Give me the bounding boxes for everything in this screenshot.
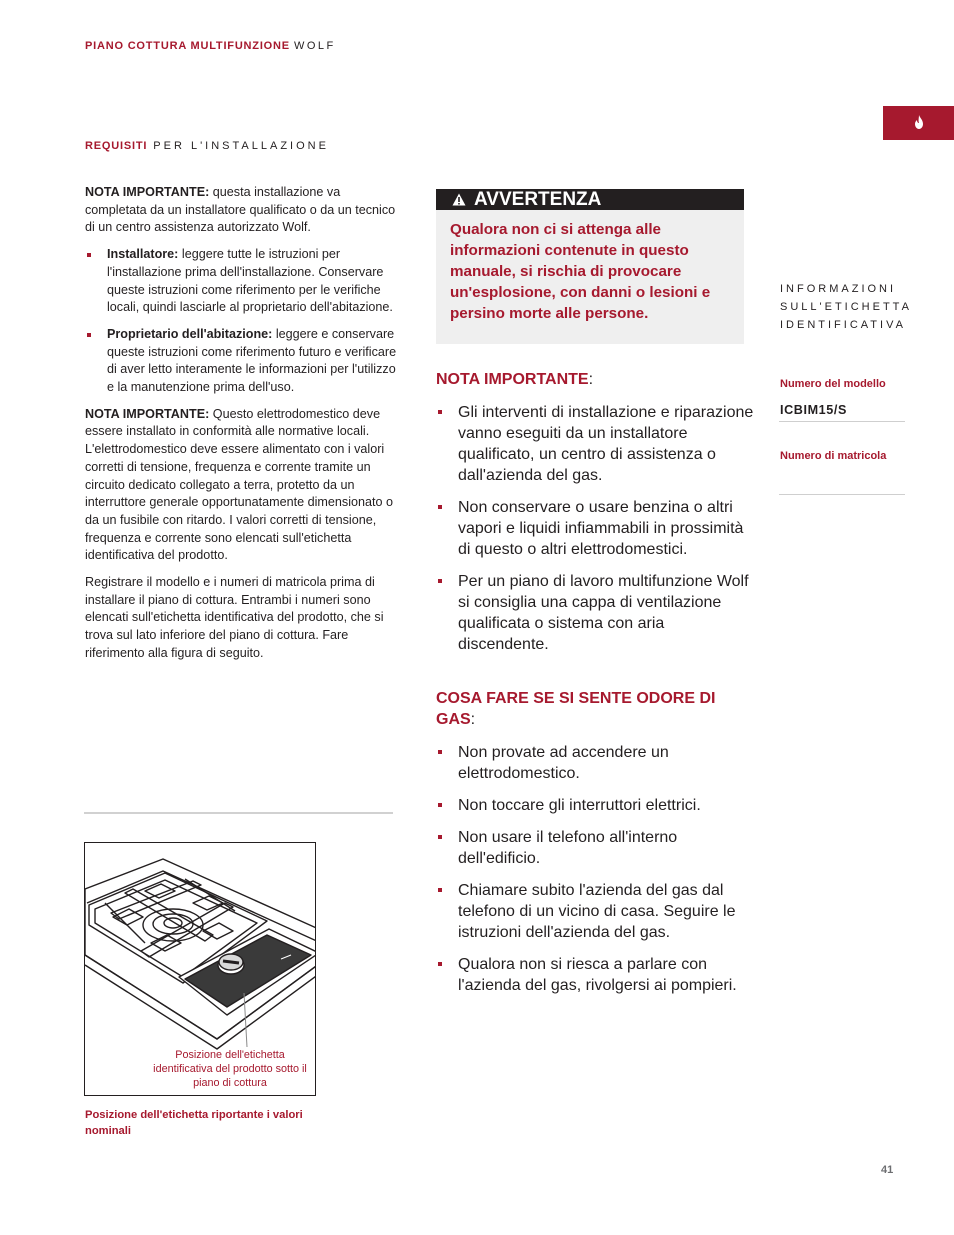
section-heading [85, 140, 329, 152]
gas-heading [436, 688, 756, 730]
list-item [436, 497, 756, 560]
gas-heading-text: COSA FARE SE SI SENTE ODORE DI GAS [436, 690, 716, 728]
important-note-2 [85, 406, 405, 565]
list-item [436, 742, 756, 784]
register-paragraph: Registrare il modello e i numeri di matricola prima di installare il piano di cottura. Entrambi i numeri sono elencati sull'etichetta identificativa del prodotto, che si trova sul lato inferiore del piano di cottura. Fare riferimento alla figura di seguito. [85, 575, 384, 660]
note-heading [436, 369, 756, 390]
bullet-icon [438, 962, 442, 966]
list-item [436, 827, 756, 869]
model-number-rule [779, 421, 905, 422]
role-list [85, 246, 405, 397]
serial-number-label: Numero di matricola [780, 450, 887, 462]
product-name: PIANO COTTURA MULTIFUNZIONE [85, 40, 290, 52]
bullet-icon [438, 750, 442, 754]
spacer [436, 666, 756, 688]
list-item-text: Non toccare gli interruttori elettrici. [458, 797, 701, 814]
brand-name: WOLF [293, 40, 336, 52]
list-item [436, 402, 756, 486]
bullet-text: leggere e conservare queste istruzioni come riferimento futuro e verificare di aver letto interamente le informazioni per l'utilizzo e la manutenzione prima dell'uso. [107, 326, 397, 395]
note-heading-text: NOTA IMPORTANTE [436, 371, 589, 388]
bullet-text: leggere tutte le istruzioni per l'installazione prima dell'installazione. Conservare queste istruzioni come riferimento per le verifiche locali, quindi lasciarle al proprietario dell'abitazione. [107, 247, 393, 315]
note-label: NOTA IMPORTANTE: [85, 406, 210, 421]
list-item [85, 326, 405, 397]
bullet-icon [438, 835, 442, 839]
running-header [85, 40, 336, 52]
divider [84, 812, 393, 814]
bullet-label: Proprietario dell'abitazione: [107, 326, 273, 341]
section-heading-rest: PER L'INSTALLAZIONE [153, 140, 329, 152]
bullet-icon [438, 803, 442, 807]
list-item-text: Non usare il telefono all'interno dell'edificio. [458, 829, 678, 867]
warning-text: Qualora non ci si attenga alle informazioni contenute in questo manuale, si rischia di provocare un'esplosione, con danni o lesioni e persino morte alle persone. [436, 210, 744, 344]
bullet-icon [438, 888, 442, 892]
gas-heading-colon: : [470, 711, 476, 728]
list-item [436, 571, 756, 655]
serial-number-rule [779, 494, 905, 495]
page-number: 41 [881, 1164, 894, 1176]
bullet-label: Installatore: [107, 247, 179, 262]
note-label: NOTA IMPORTANTE: [85, 185, 210, 199]
note-heading-colon: : [588, 371, 594, 388]
figure-callout: Posizione dell'etichetta identificativa del prodotto sotto il piano di cottura [153, 1049, 307, 1089]
model-number-value: ICBIM15/S [780, 403, 847, 417]
list-item [436, 795, 756, 816]
figure-caption: Posizione dell'etichetta riportante i valori nominali [85, 1109, 303, 1137]
model-number-label: Numero del modello [780, 378, 886, 390]
sidebar-title: INFORMAZIONI SULL'ETICHETTA IDENTIFICATIVA [780, 283, 912, 331]
list-item-text: Qualora non si riesca a parlare con l'azienda del gas, rivolgersi ai pompieri. [458, 956, 737, 994]
list-item-text: Gli interventi di installazione e riparazione vanno eseguiti da un installatore qualificato, un centro di assistenza o dall'azienda del gas. [458, 404, 754, 484]
warning-header [436, 189, 744, 210]
bullet-icon [87, 253, 91, 257]
note-text: questa installazione va completata da un installatore qualificato o da un tecnico di un centro assistenza autorizzato Wolf. [85, 185, 396, 235]
list-item [436, 954, 756, 996]
left-column [85, 184, 405, 672]
center-column [436, 369, 756, 1007]
list-item-text: Chiamare subito l'azienda del gas dal telefono di un vicino di casa. Seguire le istruzioni dell'azienda del gas. [458, 882, 736, 941]
bullet-icon [438, 410, 442, 414]
bullet-icon [87, 333, 91, 337]
gas-list [436, 742, 756, 996]
list-item-text: Per un piano di lavoro multifunzione Wolf si consiglia una cappa di ventilazione qualificata o sistema con aria discendente. [458, 573, 749, 653]
section-tab [883, 106, 954, 140]
warning-title: AVVERTENZA [474, 189, 602, 210]
bullet-icon [438, 505, 442, 509]
note-list [436, 402, 756, 655]
bullet-icon [438, 579, 442, 583]
list-item [436, 880, 756, 943]
list-item-text: Non conservare o usare benzina o altri vapori e liquidi infiammabili in prossimità di questo o altri elettrodomestici. [458, 499, 744, 558]
list-item-text: Non provate ad accendere un elettrodomestico. [458, 744, 669, 782]
list-item [85, 246, 405, 317]
section-heading-bold: REQUISITI [85, 140, 148, 152]
warning-triangle-icon [452, 193, 466, 206]
flame-icon [914, 115, 924, 129]
note-text: Questo elettrodomestico deve essere installato in conformità alle normative locali. L'elettrodomestico deve essere alimentato con i valori corretti di tensione, frequenza e corrente tramite un circuito dedicato collegato a terra, protetto da un interruttore generale opportunatamente dimensionato o da un fusibile con ritardo. I valori corretti di tensione, frequenza e corrente sono elencati sull'etichetta identificativa del prodotto. [85, 406, 394, 563]
important-note-1 [85, 184, 405, 237]
